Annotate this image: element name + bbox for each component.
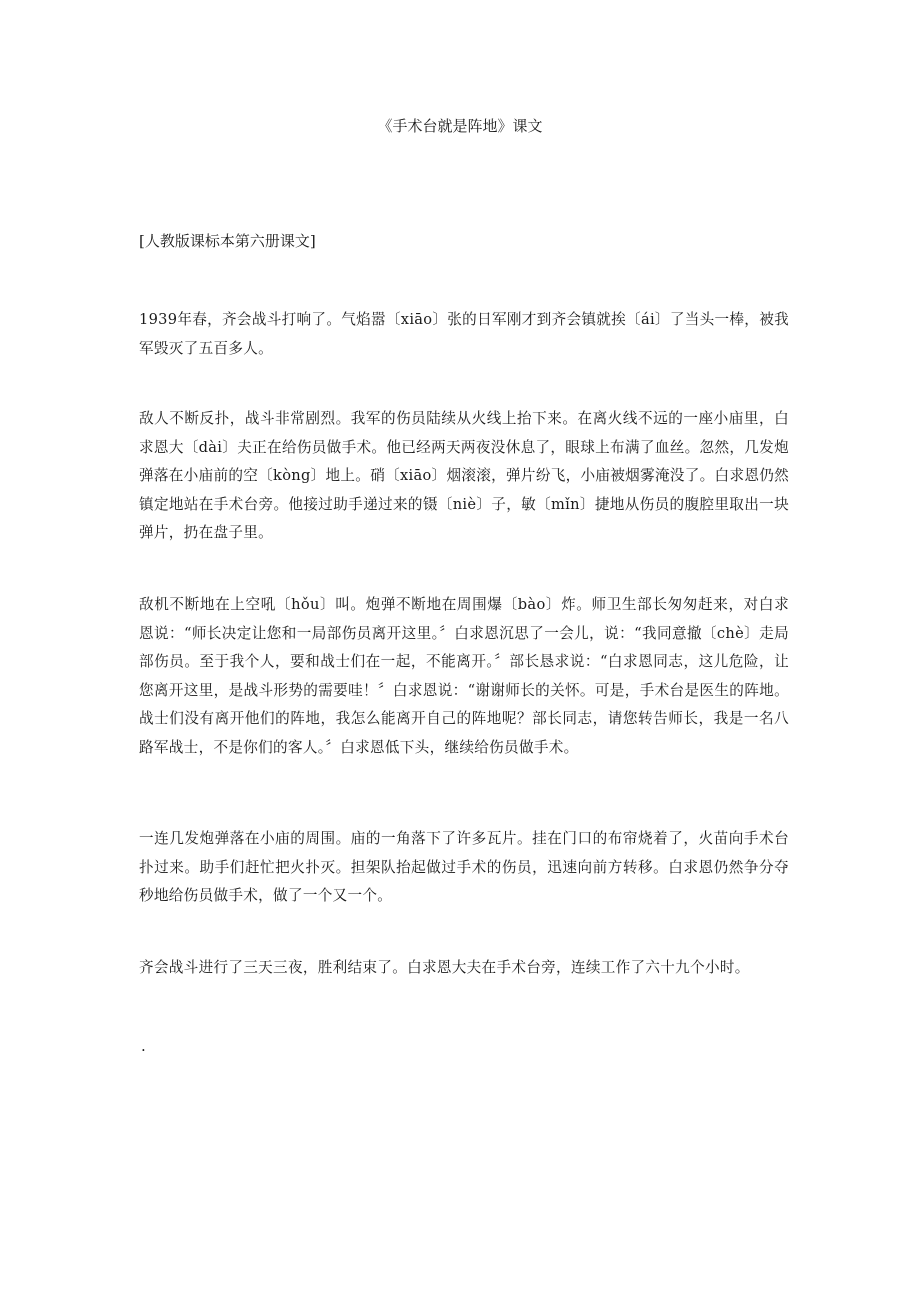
paragraph-2: 敌人不断反扑，战斗非常剧烈。我军的伤员陆续从火线上抬下来。在离火线不远的一座小庙里，白求恩大〔dài〕夫正在给伤员做手术。他已经两天两夜没休息了，眼球上布满了血丝。忽然，几发炮弹落在小庙前的空〔kòng〕地上。硝〔xiāo〕烟滚滚，弹片纷飞，小庙被烟雾淹没了。白求恩仍然镇定地站在手术台旁。他接过助手递过来的镊〔niè〕子，敏〔mǐn〕捷地从伤员的腹腔里取出一块弹片，扔在盘子里。 (139, 410, 790, 542)
trailing-period: . (141, 1037, 146, 1055)
paragraph-3: 敌机不断地在上空吼〔hǒu〕叫。炮弹不断地在周围爆〔bào〕炸。师卫生部长匆匆赶来，对白求恩说：“师长决定让您和一局部伤员离开这里。〞白求恩沉思了一会儿，说：“我同意撤〔chè〕走局部伤员。至于我个人，要和战士们在一起，不能离开。〞部长恳求说：“白求恩同志，这儿危险，让您离开这里，是战斗形势的需要哇！〞白求恩说：“谢谢师长的关怀。可是，手术台是医生的阵地。战士们没有离开他们的阵地，我怎么能离开自己的阵地呢？部长同志，请您转告师长，我是一名八路军战士，不是你们的客人。〞白求恩低下头，继续给伤员做手术。 (139, 596, 789, 756)
paragraph-4: 一连几发炮弹落在小庙的周围。庙的一角落下了许多瓦片。挂在门口的布帘烧着了，火苗向手术台扑过来。助手们赶忙把火扑灭。担架队抬起做过手术的伤员，迅速向前方转移。白求恩仍然争分夺秒地给伤员做手术，做了一个又一个。 (139, 830, 789, 905)
paragraph-1: 1939年春，齐会战斗打响了。气焰嚣〔xiāo〕张的日军刚才到齐会镇就挨〔ái〕了当头一棒，被我军毁灭了五百多人。 (139, 311, 789, 357)
paragraph-5: 齐会战斗进行了三天三夜，胜利结束了。白求恩大夫在手术台旁，连续工作了六十九个小时。 (139, 959, 750, 976)
source-label: [人教版课标本第六册课文] (139, 232, 316, 250)
page-title: 《手术台就是阵地》课文 (377, 117, 543, 135)
